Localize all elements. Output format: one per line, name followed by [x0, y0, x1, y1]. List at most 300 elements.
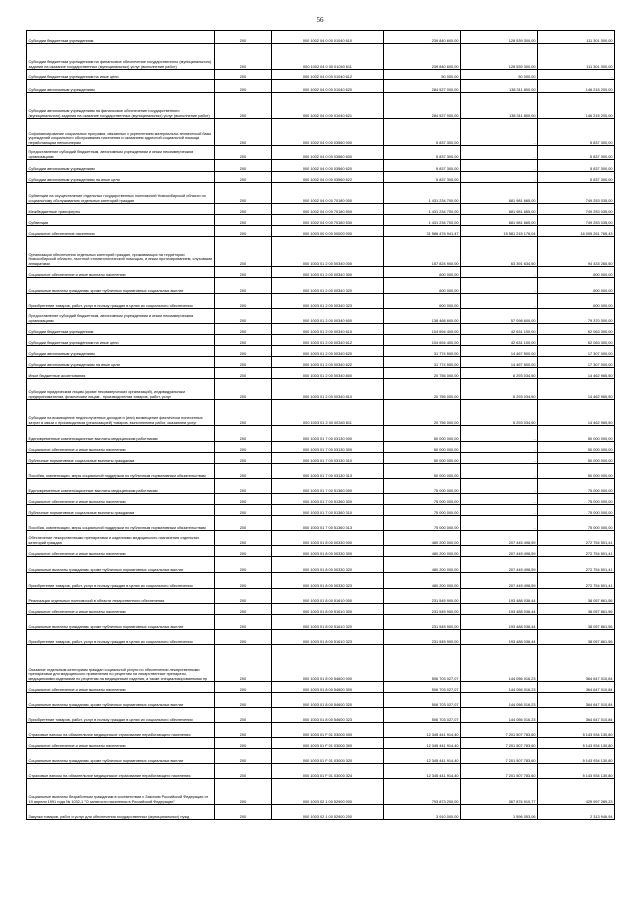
row-line-code-cell: 200: [215, 589, 272, 604]
row-unexecuted-amount-cell: 38 057 861,56: [538, 604, 615, 615]
row-unexecuted-amount-cell: 600 000,00: [538, 278, 615, 294]
row-line-code-cell: 200: [215, 119, 272, 146]
row-executed-amount-cell: 207 445 498,59: [461, 573, 538, 589]
row-line-code-cell: 200: [215, 172, 272, 183]
row-name-cell: Субсидии автономным учреждениям на финансовое обеспечение государственного (муниципального) задания на оказание государственных (муниципальных) услуг (выполнение работ): [27, 93, 215, 119]
row-approved-amount-cell: 75 000 000,00: [384, 505, 461, 516]
row-classification-code-cell: 000 1003 01 8 00 00330 000: [272, 531, 384, 546]
row-name-cell: Единовременные компенсационные выплаты медицинским работникам: [27, 426, 215, 442]
table-row: [27, 682, 615, 693]
row-line-code-cell: 200: [215, 80, 272, 93]
row-executed-amount-cell: 144 056 016,23: [461, 693, 538, 708]
row-classification-code-cell: 000 1002 04 0 00 03560 620: [272, 160, 384, 172]
row-unexecuted-amount-cell: 272 754 501,41: [538, 557, 615, 573]
table-row: [27, 723, 615, 738]
row-executed-amount-cell: -: [461, 494, 538, 505]
row-name-cell: Субсидии автономным учреждениям на иные цели: [27, 357, 215, 368]
row-executed-amount-cell: 7 201 507 783,60: [461, 723, 538, 738]
row-unexecuted-amount-cell: 364 647 010,84: [538, 708, 615, 723]
row-classification-code-cell: 000 1003 01 8 00 54600 320: [272, 693, 384, 708]
row-approved-amount-cell: 480 200 000,00: [384, 546, 461, 557]
row-unexecuted-amount-cell: 272 754 501,41: [538, 573, 615, 589]
table-row: [27, 160, 615, 172]
row-approved-amount-cell: 506 703 027,07: [384, 693, 461, 708]
row-line-code-cell: 200: [215, 464, 272, 479]
table-row: [27, 764, 615, 779]
row-line-code-cell: 200: [215, 70, 272, 80]
row-classification-code-cell: 000 1003 01 8 00 51610 000: [272, 589, 384, 604]
row-approved-amount-cell: 284 527 000,00: [384, 80, 461, 93]
row-line-code-cell: 200: [215, 615, 272, 630]
row-line-code-cell: 200: [215, 146, 272, 160]
row-classification-code-cell: 000 1003 01 F 01 03000 000: [272, 723, 384, 738]
row-unexecuted-amount-cell: 50 000 000,00: [538, 453, 615, 464]
row-name-cell: Субсидии автономным учреждениям: [27, 160, 215, 172]
row-executed-amount-cell: 193 488 038,44: [461, 589, 538, 604]
row-classification-code-cell: 000 1002 04 0 00 01040 610: [272, 31, 384, 44]
row-line-code-cell: 200: [215, 494, 272, 505]
row-unexecuted-amount-cell: 62 063 300,00: [538, 324, 615, 335]
row-approved-amount-cell: 231 545 900,00: [384, 604, 461, 615]
table-row: [27, 531, 615, 546]
row-line-code-cell: 200: [215, 738, 272, 749]
table-row: [27, 557, 615, 573]
row-approved-amount-cell: 1 431 234 700,00: [384, 183, 461, 204]
row-name-cell: Страховые взносы на обязательное медицинское страхование неработающего населения: [27, 764, 215, 779]
row-name-cell: Социальное обеспечение и иные выплаты населению: [27, 546, 215, 557]
row-unexecuted-amount-cell: 364 647 010,84: [538, 682, 615, 693]
row-classification-code-cell: 000 1003 01 2 00 00340 000: [272, 237, 384, 267]
row-unexecuted-amount-cell: 364 647 010,84: [538, 645, 615, 682]
row-approved-amount-cell: 5 837 300,00: [384, 119, 461, 146]
row-unexecuted-amount-cell: 5 143 934 130,80: [538, 723, 615, 738]
row-classification-code-cell: 000 1003 01 8 00 51610 320: [272, 615, 384, 630]
row-unexecuted-amount-cell: 5 837 300,00: [538, 146, 615, 160]
row-unexecuted-amount-cell: 5 143 934 130,80: [538, 738, 615, 749]
row-unexecuted-amount-cell: 75 000 000,00: [538, 505, 615, 516]
table-row: [27, 93, 615, 119]
row-classification-code-cell: 000 1002 04 0 00 01040 620: [272, 80, 384, 93]
row-approved-amount-cell: 20 756 000,00: [384, 400, 461, 426]
row-executed-amount-cell: -: [461, 442, 538, 453]
row-name-cell: Субсидии автономным учреждениям: [27, 80, 215, 93]
row-name-cell: Социальное обеспечение и иные выплаты населению: [27, 604, 215, 615]
row-classification-code-cell: 000 1003 01 2 00 00340 600: [272, 309, 384, 324]
row-executed-amount-cell: 6 293 034,50: [461, 368, 538, 379]
table-row: [27, 119, 615, 146]
table-row: [27, 368, 615, 379]
row-approved-amount-cell: 75 000 000,00: [384, 479, 461, 494]
row-line-code-cell: 200: [215, 708, 272, 723]
table-row: [27, 70, 615, 80]
row-name-cell: Реализация отдельных полномочий в области лекарственного обеспечения: [27, 589, 215, 604]
row-classification-code-cell: 000 1003 01 8 00 54600 323: [272, 708, 384, 723]
row-executed-amount-cell: 128 539 300,00: [461, 31, 538, 44]
row-name-cell: Приобретение товаров, работ, услуг в пользу граждан в целях их социального обеспечения: [27, 708, 215, 723]
table-row: [27, 453, 615, 464]
row-executed-amount-cell: 42 631 100,00: [461, 324, 538, 335]
row-line-code-cell: 200: [215, 357, 272, 368]
row-executed-amount-cell: 7 201 507 783,60: [461, 749, 538, 764]
table-row: [27, 346, 615, 357]
row-approved-amount-cell: 75 000 000,00: [384, 494, 461, 505]
row-unexecuted-amount-cell: 75 000 000,00: [538, 516, 615, 531]
row-executed-amount-cell: -: [461, 278, 538, 294]
row-approved-amount-cell: 104 694 400,00: [384, 324, 461, 335]
row-unexecuted-amount-cell: 146 215 200,00: [538, 80, 615, 93]
row-executed-amount-cell: -: [461, 160, 538, 172]
row-unexecuted-amount-cell: 749 253 035,00: [538, 183, 615, 204]
row-name-cell: Софинансирование социальных программ, связанных с укреплением материально-технической базы учреждений социального обслуживания населения и оказанием адресной социальной помощи неработающим пенсионерам: [27, 119, 215, 146]
row-executed-amount-cell: 57 098 600,00: [461, 309, 538, 324]
table-row: [27, 226, 615, 237]
table-row: [27, 172, 615, 183]
row-executed-amount-cell: -: [461, 172, 538, 183]
row-executed-amount-cell: -: [461, 294, 538, 309]
table-row: [27, 324, 615, 335]
row-approved-amount-cell: 506 703 027,07: [384, 708, 461, 723]
row-approved-amount-cell: 31 774 500,00: [384, 357, 461, 368]
row-name-cell: Пособия, компенсации, меры социальной поддержки по публичным нормативным обязательствам: [27, 516, 215, 531]
row-classification-code-cell: 000 1003 01 2 00 00340 610: [272, 324, 384, 335]
row-line-code-cell: 200: [215, 267, 272, 278]
row-approved-amount-cell: 600 000,00: [384, 294, 461, 309]
row-name-cell: Иные бюджетные ассигнования: [27, 368, 215, 379]
row-classification-code-cell: 000 1003 01 8 00 54600 000: [272, 645, 384, 682]
row-name-cell: Межбюджетные трансферты: [27, 204, 215, 215]
row-unexecuted-amount-cell: 111 301 300,00: [538, 31, 615, 44]
row-name-cell: Социальное обеспечение и иные выплаты населению: [27, 267, 215, 278]
row-executed-amount-cell: 681 981 665,00: [461, 204, 538, 215]
row-approved-amount-cell: 50 000,00: [384, 70, 461, 80]
row-approved-amount-cell: 506 703 027,07: [384, 682, 461, 693]
row-classification-code-cell: 000 1003 01 8 00 54600 300: [272, 682, 384, 693]
row-line-code-cell: 200: [215, 779, 272, 805]
row-classification-code-cell: 000 1003 01 7 00 51360 313: [272, 516, 384, 531]
row-line-code-cell: 200: [215, 183, 272, 204]
row-executed-amount-cell: 50 000,00: [461, 70, 538, 80]
table-row: [27, 426, 615, 442]
row-approved-amount-cell: 3 910 000,00: [384, 805, 461, 820]
row-approved-amount-cell: 239 840 600,00: [384, 31, 461, 44]
row-approved-amount-cell: 5 837 300,00: [384, 172, 461, 183]
table-row: [27, 278, 615, 294]
row-classification-code-cell: 000 1003 01 7 00 51360 000: [272, 479, 384, 494]
row-line-code-cell: 200: [215, 215, 272, 226]
budget-table-body: [27, 31, 615, 820]
table-row: [27, 779, 615, 805]
row-classification-code-cell: 000 1003 01 7 00 51360 310: [272, 505, 384, 516]
row-approved-amount-cell: 12 345 441 914,40: [384, 749, 461, 764]
row-name-cell: Социальные выплаты безработным гражданам в соответствии с Законом Российской Федерации от 19 апреля 1991 года № 1032-1 "О занятости населения в Российской Федерации": [27, 779, 215, 805]
row-line-code-cell: 200: [215, 400, 272, 426]
table-row: [27, 516, 615, 531]
row-name-cell: Закупка товаров, работ и услуг для обеспечения государственных (муниципальных) нужд: [27, 805, 215, 820]
row-unexecuted-amount-cell: 17 307 000,00: [538, 346, 615, 357]
row-line-code-cell: 200: [215, 453, 272, 464]
row-classification-code-cell: 000 1002 04 0 00 01040 612: [272, 70, 384, 80]
table-row: [27, 546, 615, 557]
row-executed-amount-cell: -: [461, 516, 538, 531]
row-approved-amount-cell: 231 545 900,00: [384, 589, 461, 604]
row-line-code-cell: 200: [215, 546, 272, 557]
row-line-code-cell: 200: [215, 44, 272, 70]
row-line-code-cell: 200: [215, 31, 272, 44]
row-classification-code-cell: 000 1003 01 F 01 03000 320: [272, 749, 384, 764]
row-line-code-cell: 200: [215, 764, 272, 779]
row-line-code-cell: 200: [215, 226, 272, 237]
row-name-cell: Организация обеспечения отдельных категорий граждан, проживающих на территории Новосибирской области, льготной стоматологической помощью, и иным протезированием, слуховыми аппаратами: [27, 237, 215, 267]
row-unexecuted-amount-cell: 16 005 261 765,43: [538, 226, 615, 237]
row-executed-amount-cell: -: [461, 267, 538, 278]
row-classification-code-cell: 000 1003 01 7 00 51360 300: [272, 494, 384, 505]
table-row: [27, 749, 615, 764]
row-name-cell: Социальные выплаты гражданам, кроме публичных нормативных социальных выплат: [27, 749, 215, 764]
row-name-cell: Субсидии бюджетным учреждениям на иные цели: [27, 335, 215, 346]
row-approved-amount-cell: 1 431 234 700,00: [384, 215, 461, 226]
row-classification-code-cell: 000 1002 04 0 00 70180 530: [272, 215, 384, 226]
row-executed-amount-cell: 207 445 498,59: [461, 531, 538, 546]
row-executed-amount-cell: 207 445 498,59: [461, 546, 538, 557]
row-approved-amount-cell: 284 527 000,00: [384, 93, 461, 119]
row-line-code-cell: 200: [215, 324, 272, 335]
row-line-code-cell: 200: [215, 645, 272, 682]
row-classification-code-cell: 000 1003 01 8 00 00330 320: [272, 557, 384, 573]
row-approved-amount-cell: 12 345 441 914,40: [384, 764, 461, 779]
row-unexecuted-amount-cell: 14 462 965,50: [538, 379, 615, 400]
row-name-cell: Социальное обеспечение и иные выплаты населению: [27, 442, 215, 453]
row-executed-amount-cell: 42 631 100,00: [461, 335, 538, 346]
row-name-cell: Предоставление субсидий бюджетным, автономным учреждениям и иным некоммерческим организациям: [27, 309, 215, 324]
table-row: [27, 183, 615, 204]
row-name-cell: Публичные нормативные социальные выплаты гражданам: [27, 453, 215, 464]
row-line-code-cell: 200: [215, 204, 272, 215]
row-unexecuted-amount-cell: 364 647 010,84: [538, 693, 615, 708]
row-name-cell: Социальное обеспечение и иные выплаты населению: [27, 494, 215, 505]
row-executed-amount-cell: 207 445 498,59: [461, 557, 538, 573]
row-executed-amount-cell: 144 056 016,23: [461, 645, 538, 682]
row-unexecuted-amount-cell: 425 997 289,23: [538, 779, 615, 805]
row-executed-amount-cell: 63 391 634,50: [461, 237, 538, 267]
row-approved-amount-cell: 600 000,00: [384, 267, 461, 278]
row-line-code-cell: 200: [215, 723, 272, 738]
row-approved-amount-cell: 75 000 000,00: [384, 516, 461, 531]
row-executed-amount-cell: 7 201 507 783,60: [461, 764, 538, 779]
row-unexecuted-amount-cell: 600 000,00: [538, 294, 615, 309]
row-name-cell: Приобретение товаров, работ, услуг в пользу граждан в целях их социального обеспечения: [27, 630, 215, 645]
row-unexecuted-amount-cell: 5 143 934 130,80: [538, 764, 615, 779]
row-name-cell: Оказание отдельным категориям граждан социальной услуги по обеспечению лекарственными препаратами для медицинского применения по рецептам на лекарственные препараты, медицинскими изделиями по рецептам на медицинские изделия, а также специализированными пр: [27, 645, 215, 682]
row-classification-code-cell: 000 1002 04 0 00 70180 000: [272, 183, 384, 204]
row-unexecuted-amount-cell: -: [538, 70, 615, 80]
table-row: [27, 309, 615, 324]
row-approved-amount-cell: 20 756 000,00: [384, 379, 461, 400]
row-approved-amount-cell: 5 837 300,00: [384, 160, 461, 172]
row-line-code-cell: 200: [215, 442, 272, 453]
row-approved-amount-cell: 239 840 600,00: [384, 44, 461, 70]
row-line-code-cell: 200: [215, 573, 272, 589]
row-approved-amount-cell: 480 200 000,00: [384, 531, 461, 546]
row-classification-code-cell: 000 1003 01 8 00 51610 300: [272, 604, 384, 615]
row-classification-code-cell: 000 1003 01 2 00 00340 800: [272, 368, 384, 379]
row-name-cell: Субсидии бюджетным учреждениям: [27, 31, 215, 44]
row-executed-amount-cell: 15 581 215 176,04: [461, 226, 538, 237]
row-line-code-cell: 200: [215, 160, 272, 172]
row-classification-code-cell: 000 1002 04 0 00 70180 500: [272, 204, 384, 215]
table-row: [27, 494, 615, 505]
row-unexecuted-amount-cell: 5 143 934 130,80: [538, 749, 615, 764]
row-unexecuted-amount-cell: 75 000 000,00: [538, 479, 615, 494]
row-line-code-cell: 200: [215, 693, 272, 708]
row-unexecuted-amount-cell: 272 754 501,41: [538, 531, 615, 546]
row-name-cell: Пособия, компенсации, меры социальной поддержки по публичным нормативным обязательствам: [27, 464, 215, 479]
row-name-cell: Субсидии автономным учреждениям: [27, 346, 215, 357]
row-approved-amount-cell: 480 200 000,00: [384, 557, 461, 573]
row-unexecuted-amount-cell: 50 000 000,00: [538, 426, 615, 442]
row-approved-amount-cell: 50 000 000,00: [384, 426, 461, 442]
row-line-code-cell: 200: [215, 516, 272, 531]
row-line-code-cell: 200: [215, 682, 272, 693]
row-line-code-cell: 200: [215, 237, 272, 267]
row-approved-amount-cell: 5 837 300,00: [384, 146, 461, 160]
row-unexecuted-amount-cell: 94 433 265,50: [538, 237, 615, 267]
table-row: [27, 693, 615, 708]
row-line-code-cell: 200: [215, 749, 272, 764]
row-executed-amount-cell: -: [461, 453, 538, 464]
row-classification-code-cell: 000 1003 01 8 00 00330 300: [272, 546, 384, 557]
row-unexecuted-amount-cell: 600 000,00: [538, 267, 615, 278]
row-classification-code-cell: 000 1003 01 8 00 51610 323: [272, 630, 384, 645]
row-line-code-cell: 200: [215, 531, 272, 546]
row-classification-code-cell: 000 1003 01 F 01 03000 324: [272, 764, 384, 779]
page-number: 56: [316, 16, 324, 24]
row-classification-code-cell: 000 1003 02 1 00 52900 000: [272, 779, 384, 805]
row-line-code-cell: 200: [215, 426, 272, 442]
row-unexecuted-amount-cell: 146 215 200,00: [538, 93, 615, 119]
table-row: [27, 204, 615, 215]
row-name-cell: Страховые взносы на обязательное медицинское страхование неработающего населения: [27, 723, 215, 738]
row-name-cell: Обеспечение лекарственными препаратами и изделиями медицинского назначения отдельных категорий граждан: [27, 531, 215, 546]
row-classification-code-cell: 000 1003 01 2 00 00340 622: [272, 357, 384, 368]
row-executed-amount-cell: 6 293 034,50: [461, 400, 538, 426]
row-executed-amount-cell: -: [461, 119, 538, 146]
table-row: [27, 604, 615, 615]
row-name-cell: Социальное обеспечение населения: [27, 226, 215, 237]
row-unexecuted-amount-cell: 17 307 000,00: [538, 357, 615, 368]
row-unexecuted-amount-cell: 749 253 035,00: [538, 215, 615, 226]
row-unexecuted-amount-cell: 38 057 861,56: [538, 589, 615, 604]
row-unexecuted-amount-cell: 5 837 300,00: [538, 160, 615, 172]
row-unexecuted-amount-cell: 749 253 035,00: [538, 204, 615, 215]
table-row: [27, 215, 615, 226]
row-executed-amount-cell: 681 981 665,00: [461, 183, 538, 204]
row-executed-amount-cell: -: [461, 146, 538, 160]
row-classification-code-cell: 000 1003 01 7 00 03130 313: [272, 464, 384, 479]
row-line-code-cell: 200: [215, 294, 272, 309]
row-name-cell: Социальные выплаты гражданам, кроме публичных нормативных социальных выплат: [27, 615, 215, 630]
table-row: [27, 630, 615, 645]
row-unexecuted-amount-cell: 111 301 300,00: [538, 44, 615, 70]
row-name-cell: Социальные выплаты гражданам, кроме публичных нормативных социальных выплат: [27, 557, 215, 573]
row-name-cell: Единовременные компенсационные выплаты медицинским работникам: [27, 479, 215, 494]
table-row: [27, 479, 615, 494]
row-name-cell: Социальные выплаты гражданам, кроме публичных нормативных социальных выплат: [27, 693, 215, 708]
row-name-cell: Субсидии юридическим лицам (кроме некоммерческих организаций), индивидуальным предпринимателям, физическим лицам - производителям товаров, работ, услуг: [27, 379, 215, 400]
row-executed-amount-cell: 193 488 038,44: [461, 604, 538, 615]
row-unexecuted-amount-cell: 75 000 000,00: [538, 494, 615, 505]
table-row: [27, 738, 615, 749]
table-row: [27, 294, 615, 309]
row-name-cell: Публичные нормативные социальные выплаты гражданам: [27, 505, 215, 516]
row-line-code-cell: 200: [215, 278, 272, 294]
row-name-cell: Субсидии бюджетным учреждениям: [27, 324, 215, 335]
row-approved-amount-cell: 480 200 000,00: [384, 573, 461, 589]
row-executed-amount-cell: 6 293 034,50: [461, 379, 538, 400]
row-approved-amount-cell: 20 756 000,00: [384, 368, 461, 379]
row-line-code-cell: 200: [215, 630, 272, 645]
row-line-code-cell: 200: [215, 557, 272, 573]
row-classification-code-cell: 000 1002 04 0 00 03560 622: [272, 172, 384, 183]
row-executed-amount-cell: -: [461, 426, 538, 442]
table-row: [27, 708, 615, 723]
row-classification-code-cell: 000 1003 01 7 00 03130 310: [272, 453, 384, 464]
row-executed-amount-cell: -: [461, 464, 538, 479]
table-row: [27, 805, 615, 820]
row-unexecuted-amount-cell: 14 462 965,50: [538, 368, 615, 379]
row-approved-amount-cell: 12 345 441 914,40: [384, 723, 461, 738]
row-classification-code-cell: 000 1003 01 F 01 03000 300: [272, 738, 384, 749]
row-approved-amount-cell: 793 873 200,00: [384, 779, 461, 805]
row-classification-code-cell: 000 1003 01 8 00 00330 323: [272, 573, 384, 589]
row-name-cell: Социальные выплаты гражданам, кроме публичных нормативных социальных выплат: [27, 278, 215, 294]
row-executed-amount-cell: 14 467 500,00: [461, 357, 538, 368]
table-row: [27, 80, 615, 93]
row-unexecuted-amount-cell: 14 462 965,50: [538, 400, 615, 426]
row-classification-code-cell: 000 1003 01 7 00 03130 000: [272, 426, 384, 442]
table-row: [27, 379, 615, 400]
row-unexecuted-amount-cell: 2 313 946,94: [538, 805, 615, 820]
row-name-cell: Субсидии автономным учреждениям на иные цели: [27, 172, 215, 183]
row-approved-amount-cell: 136 468 600,00: [384, 309, 461, 324]
row-executed-amount-cell: 1 596 053,06: [461, 805, 538, 820]
row-classification-code-cell: 000 1003 01 2 00 00340 323: [272, 294, 384, 309]
row-approved-amount-cell: 157 824 900,00: [384, 237, 461, 267]
row-classification-code-cell: 000 1003 01 2 00 00340 320: [272, 278, 384, 294]
row-classification-code-cell: 000 1002 04 0 00 01040 621: [272, 93, 384, 119]
row-approved-amount-cell: 600 000,00: [384, 278, 461, 294]
row-executed-amount-cell: -: [461, 479, 538, 494]
table-row: [27, 442, 615, 453]
row-approved-amount-cell: 231 545 900,00: [384, 615, 461, 630]
row-unexecuted-amount-cell: 5 837 300,00: [538, 119, 615, 146]
row-name-cell: Приобретение товаров, работ, услуг в пользу граждан в целях их социального обеспечения: [27, 294, 215, 309]
row-approved-amount-cell: 31 586 476 941,47: [384, 226, 461, 237]
table-row: [27, 464, 615, 479]
table-row: [27, 615, 615, 630]
row-classification-code-cell: 000 1003 01 2 00 00340 300: [272, 267, 384, 278]
row-classification-code-cell: 000 1002 04 0 00 03560 600: [272, 146, 384, 160]
table-row: [27, 267, 615, 278]
row-name-cell: Субсидии на возмещение недополученных доходов и (или) возмещение фактически понесенных затрат в связи с производством (реализацией) товаров, выполнением работ, оказанием услуг: [27, 400, 215, 426]
row-line-code-cell: 200: [215, 379, 272, 400]
table-row: [27, 589, 615, 604]
row-line-code-cell: 200: [215, 604, 272, 615]
row-classification-code-cell: 000 1003 01 7 00 03130 300: [272, 442, 384, 453]
row-classification-code-cell: 000 1003 01 2 00 00340 811: [272, 400, 384, 426]
row-unexecuted-amount-cell: 50 000 000,00: [538, 442, 615, 453]
row-executed-amount-cell: 128 539 300,00: [461, 44, 538, 70]
row-approved-amount-cell: 12 345 441 914,40: [384, 738, 461, 749]
